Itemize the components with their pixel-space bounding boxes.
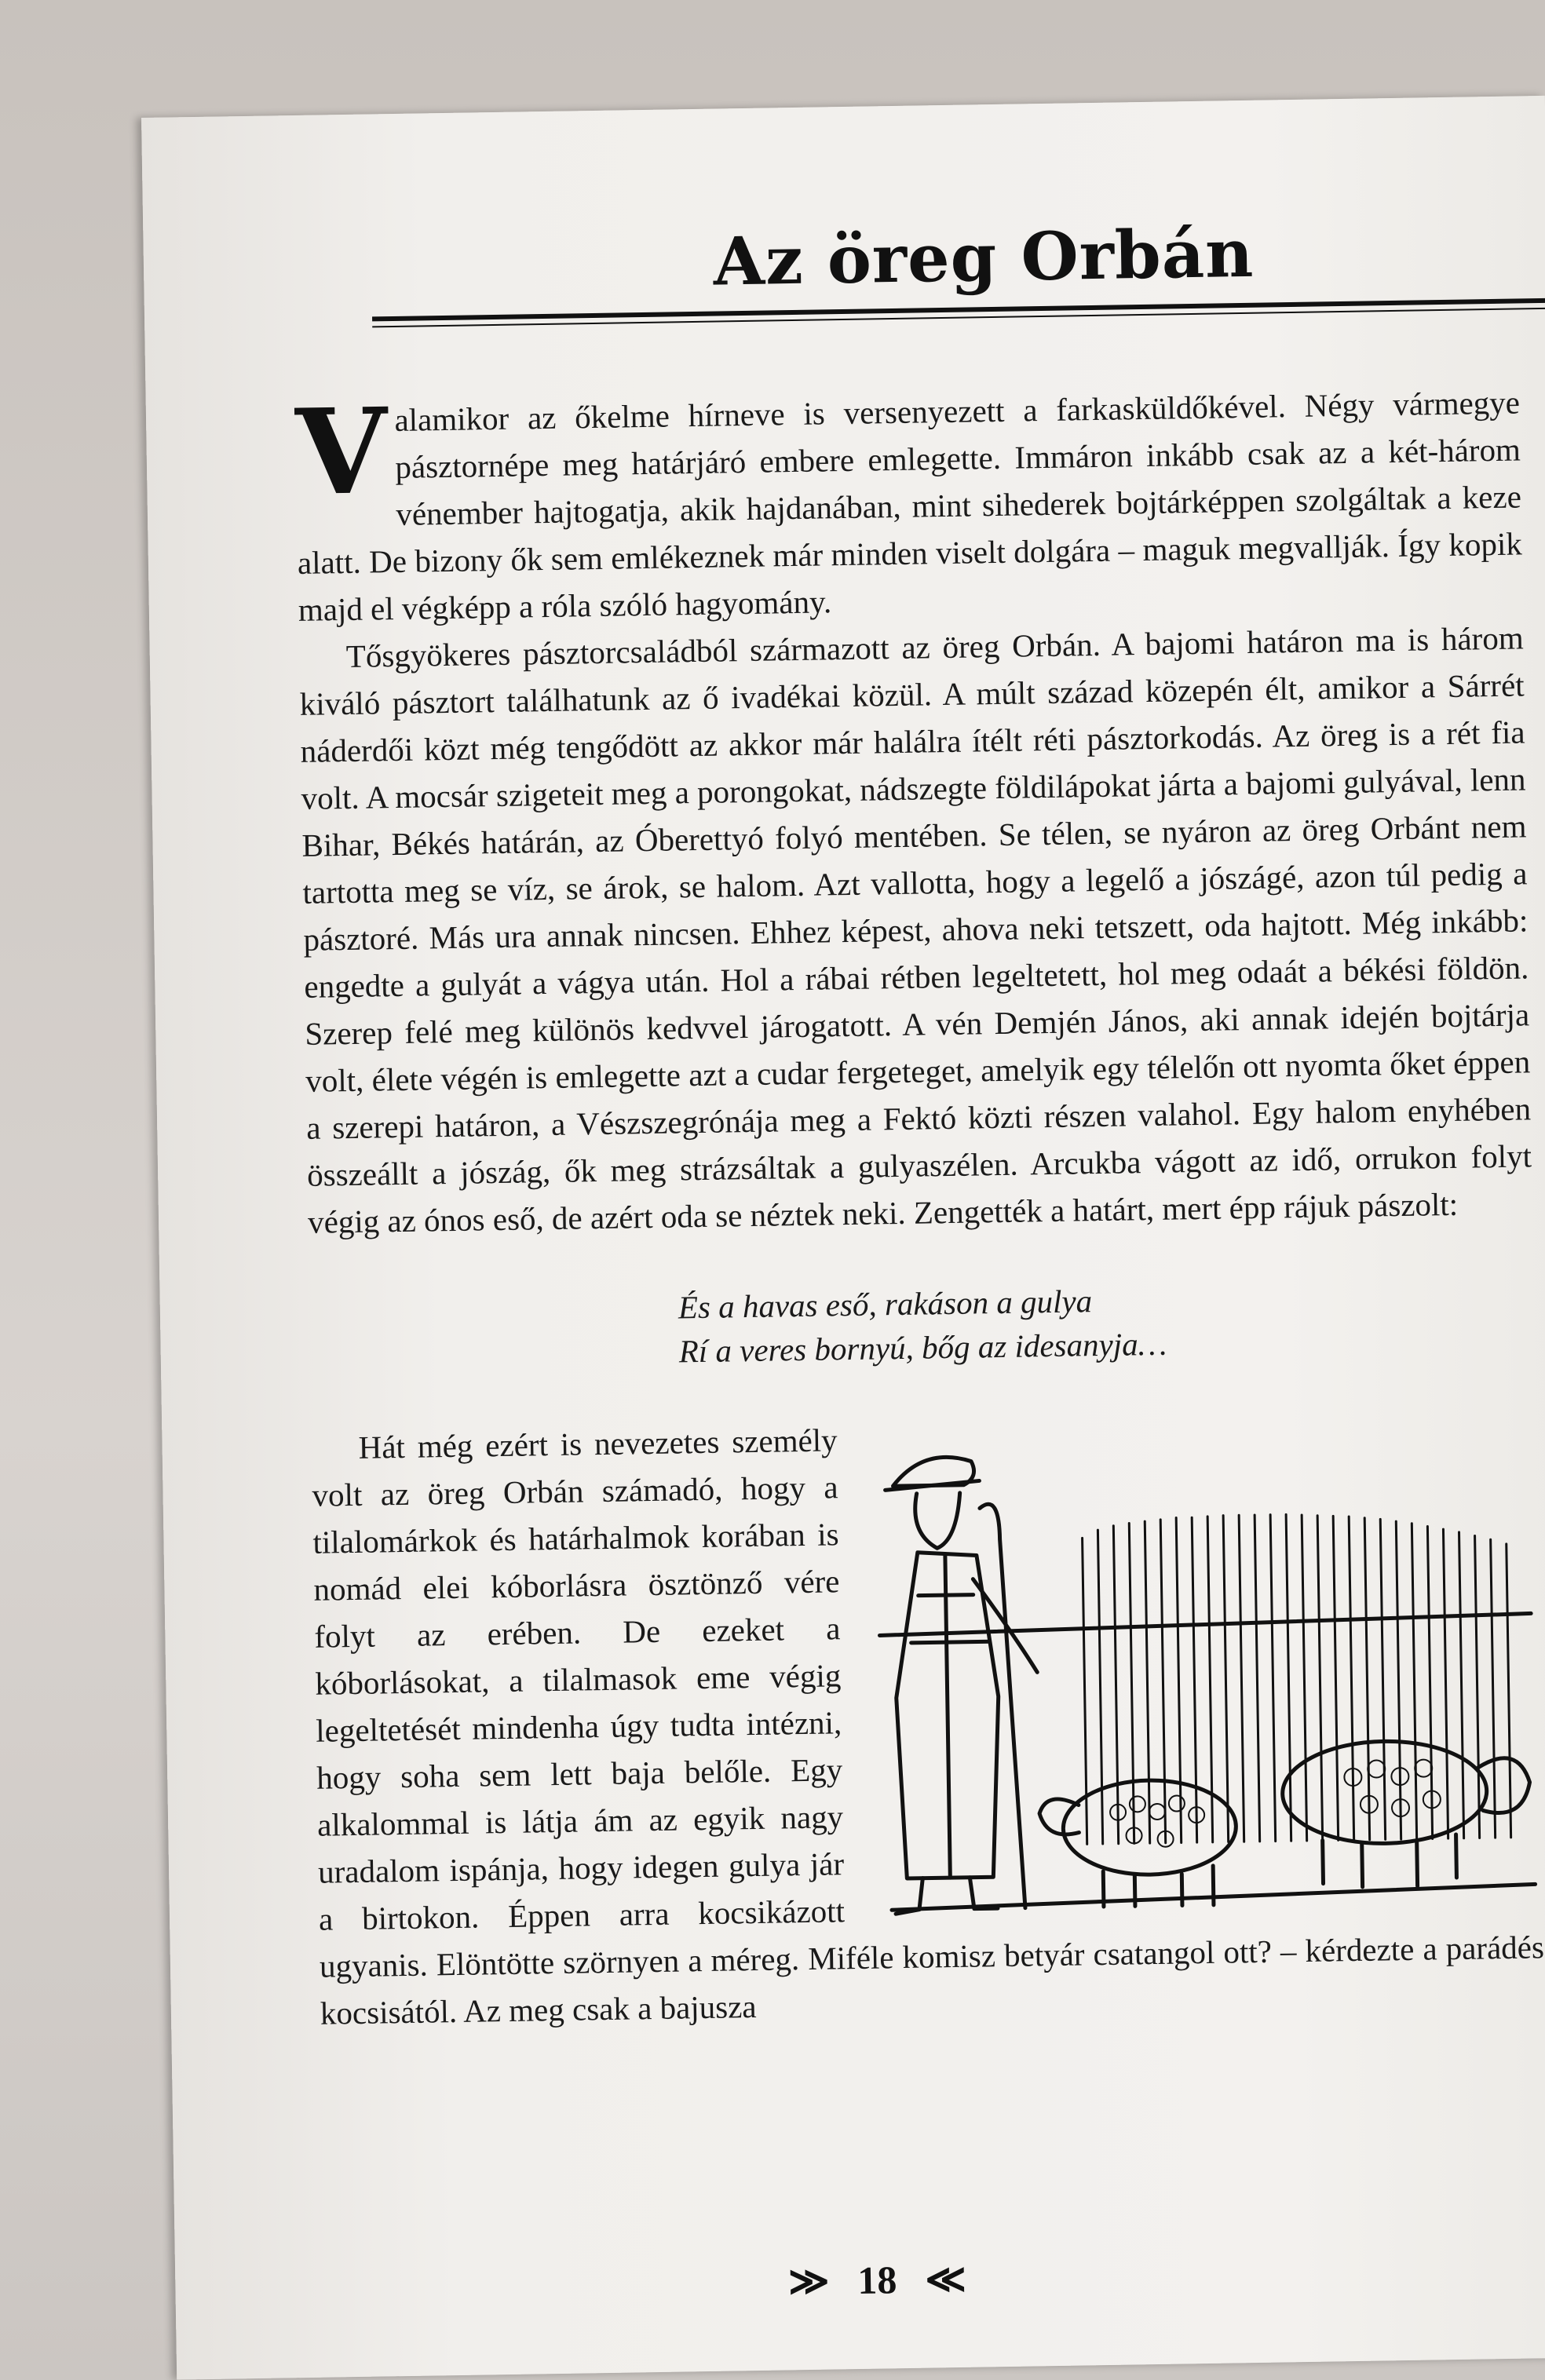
poem	[678, 1272, 1535, 1373]
title-block	[371, 209, 1545, 327]
page-marker-left: ≫	[787, 2258, 830, 2304]
paragraph-3: Hát még ezért is nevezetes személy volt az öreg Orbán számadó, hogy a tilalomárkok és határhalmok korában is nomád elei kóborlásra ösztönző vére folyt az erében. De ezeket a kóborlásokat, a tilalmasok eme végig legeltetését mindenha úgy tudta intézni, hogy soha sem lett baja belőle. Egy alkalommal is látja ám az egyik nagy uradalom ispánja, hogy idegen gulya jár a birtokon. Éppen arra kocsikázott ugyanis. Elöntötte szörnyen a méreg. Miféle komisz betyár csatangol ott? – kérdezte a parádés kocsisától. Az meg csak a bajusza	[312, 1422, 1545, 2031]
reed-fence	[1082, 1511, 1510, 1844]
page-number-block	[175, 2247, 1545, 2314]
paragraph-2: Tősgyökeres pásztorcsaládból származott az öreg Orbán. A bajomi határon ma is három kiváló pásztort találhatunk az ő ivadékai közül. A múlt század közepén élt, amikor a Sárrét náderdői közt még tengődött az akkor már halálra ítélt réti pásztorkodás. Az öreg is a rét fia volt. A mocsár szigeteit meg a porongokat, nádszegte földilápokat járta a bajomi gulyával, lenn Bihar, Békés határán, az Óberettyó folyó mentében. Se télen, se nyáron az öreg Orbánt nem tartotta meg se víz, se árok, se halom. Azt vallotta, hogy a legelő a jószágé, azon túl pedig a pásztoré. Más ura annak nincsen. Ehhez képest, ahova neki tetszett, oda hajtott. Még inkább: engedte a gulyát a vágya után. Hol a rábai rétben legeltetett, hol meg odaát a békési földön. Szerep felé meg különös kedvvel járogatott. A vén Demjén János, aki annak idején bojtárja volt, élete végén is emlegette azt a cudar fergeteget, amelyik egy télelőn ott nyomta őket éppen a szerepi határon, a Vészszegrónája meg a Fektó közti részen valahol. Egy halom enyhében összeállt a jószág, ők meg strázsáltak a gulyaszélen. Arcukba vágott az idő, orrukon folyt végig az ónos eső, de azért oda se néztek neki. Zengették a határt, mert épp rájuk pászolt:	[299, 619, 1532, 1240]
page-marker-right: ≪	[924, 2256, 967, 2302]
paragraph-1	[295, 378, 1524, 633]
paragraph-1-text: alamikor az őkelme hírneve is versenyezett a farkasküldőkével. Négy vármegye pásztornépe meg határjáró embere emlegette. Immáron inkább csak az a két-három vénember hajtogatja, akik hajdanában, mint sihederek bojtárképpen szolgáltak a keze alatt. De bizony ők sem emlékeznek már minden viselt dolgára – maguk megvallják. Így kopik majd el végképp a róla szóló hagyomány.	[297, 384, 1523, 628]
poem-line-2: Rí a veres bornyú, bőg az idesanyja…	[678, 1325, 1167, 1370]
illustrated-section	[311, 1405, 1545, 2036]
herdsman-illustration	[861, 1429, 1544, 1933]
page-number: 18	[857, 2258, 897, 2303]
chapter-title: Az öreg Orbán	[712, 214, 1255, 301]
body-text	[295, 378, 1545, 2036]
drop-cap: V	[294, 382, 389, 522]
book-page	[141, 96, 1545, 2380]
poem-line-1: És a havas eső, rakáson a gulya	[678, 1283, 1093, 1326]
